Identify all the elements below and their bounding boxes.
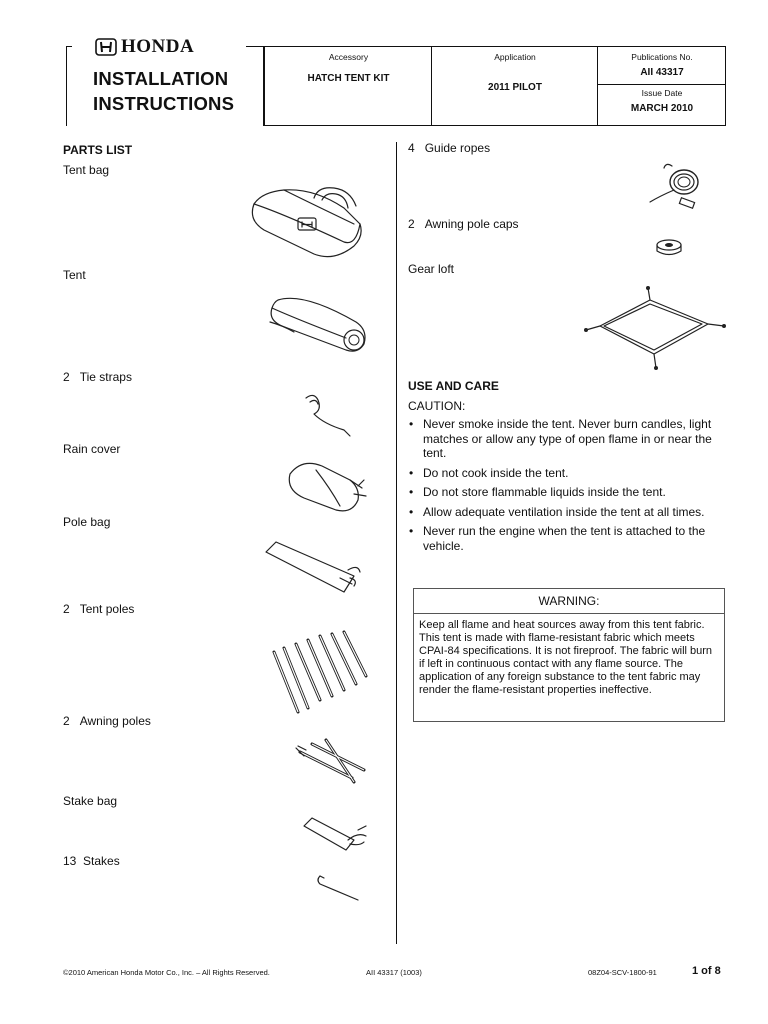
part-qty: 2 xyxy=(408,217,415,231)
part-qty: 4 xyxy=(408,141,415,155)
part-qty: 2 xyxy=(63,602,70,616)
application-label: Application xyxy=(494,52,536,62)
publications-label: Publications No. xyxy=(631,52,693,62)
publications-value: AII 43317 xyxy=(640,67,684,78)
part-item xyxy=(408,141,490,156)
publication-cell xyxy=(597,46,726,126)
part-name: Awning pole caps xyxy=(424,217,519,231)
part-name: Pole bag xyxy=(63,515,111,529)
publication-divider xyxy=(598,84,726,85)
issue-date-label: Issue Date xyxy=(641,88,683,98)
document-code: AII 43317 (1003) xyxy=(366,968,422,977)
caution-item: • Allow adequate ventilation inside the tent at all times. xyxy=(408,505,728,520)
awning-poles-icon xyxy=(292,736,372,786)
part-name: Tie straps xyxy=(79,370,132,384)
warning-title: WARNING: xyxy=(414,589,724,614)
brand-name: HONDA xyxy=(121,36,195,57)
part-item xyxy=(63,515,110,530)
caution-list xyxy=(408,417,728,558)
application-value: 2011 PILOT xyxy=(488,82,542,93)
caution-item: • Do not cook inside the tent. xyxy=(408,466,728,481)
caution-item: • Never run the engine when the tent is attached to the vehicle. xyxy=(408,524,728,553)
part-number: 08Z04-SCV-1800-91 xyxy=(588,968,657,977)
warning-box xyxy=(413,588,725,722)
stake-icon xyxy=(314,872,364,904)
gear-loft-icon xyxy=(580,282,730,372)
page-title xyxy=(93,66,234,116)
part-name: Stakes xyxy=(83,854,120,868)
tent-poles-icon xyxy=(268,626,376,718)
part-qty: 2 xyxy=(63,370,70,384)
caution-item: • Never smoke inside the tent. Never burn candles, light matches or allow any type of open flame in or near the tent. xyxy=(408,417,728,461)
application-cell xyxy=(431,46,598,126)
copyright: ©2010 American Honda Motor Co., Inc. – All Rights Reserved. xyxy=(63,968,270,977)
part-name: Tent xyxy=(63,268,86,282)
part-name: Gear loft xyxy=(408,262,455,276)
title-line-2: INSTRUCTIONS xyxy=(93,93,235,114)
stake-bag-icon xyxy=(300,814,372,854)
part-name: Tent bag xyxy=(63,163,110,177)
part-item xyxy=(63,163,109,178)
part-name: Stake bag xyxy=(63,794,118,808)
pole-cap-icon xyxy=(652,236,686,262)
caution-label: CAUTION: xyxy=(408,399,466,413)
parts-list-heading: PARTS LIST xyxy=(63,143,133,157)
part-item xyxy=(63,714,151,729)
part-qty: 2 xyxy=(63,714,70,728)
part-name: Tent poles xyxy=(79,602,135,616)
part-name: Rain cover xyxy=(63,442,121,456)
part-item xyxy=(63,854,120,869)
accessory-cell xyxy=(264,46,432,126)
honda-h-mark-icon xyxy=(95,38,117,56)
part-item xyxy=(408,217,519,232)
tent-roll-icon xyxy=(264,292,374,358)
rope-icon xyxy=(640,162,704,214)
tie-strap-icon xyxy=(300,390,360,440)
part-qty: 13 xyxy=(63,854,77,868)
part-item xyxy=(63,370,132,385)
caution-item: • Do not store flammable liquids inside the tent. xyxy=(408,485,728,500)
title-block-topline xyxy=(66,46,72,47)
accessory-label: Accessory xyxy=(328,52,369,62)
tent-bag-icon xyxy=(244,184,370,270)
pole-bag-icon xyxy=(262,538,372,598)
part-item xyxy=(63,794,117,809)
rain-cover-icon xyxy=(280,458,372,516)
column-divider xyxy=(396,142,397,944)
part-name: Guide ropes xyxy=(424,141,491,155)
part-item xyxy=(63,442,120,457)
issue-date-value: MARCH 2010 xyxy=(630,103,694,114)
title-line-1: INSTALLATION xyxy=(93,68,229,89)
warning-text: Keep all flame and heat sources away from this tent fabric. This tent is made with flame-resistant fabric which meets CPAI-84 specifications. It is not fireproof. The fabric will burn if left in continuous contact with any flame source. The application of any foreign substance to the tent fabric may render the flame-resistant properties ineffective. xyxy=(419,619,713,696)
honda-logo xyxy=(95,38,245,56)
accessory-value: HATCH TENT KIT xyxy=(307,73,390,84)
part-item xyxy=(63,602,134,617)
part-item xyxy=(63,268,86,283)
page-number: 1 of 8 xyxy=(692,965,721,977)
header-info-table xyxy=(263,46,726,126)
part-item xyxy=(408,262,454,277)
use-and-care-heading: USE AND CARE xyxy=(408,379,499,393)
part-name: Awning poles xyxy=(79,714,151,728)
